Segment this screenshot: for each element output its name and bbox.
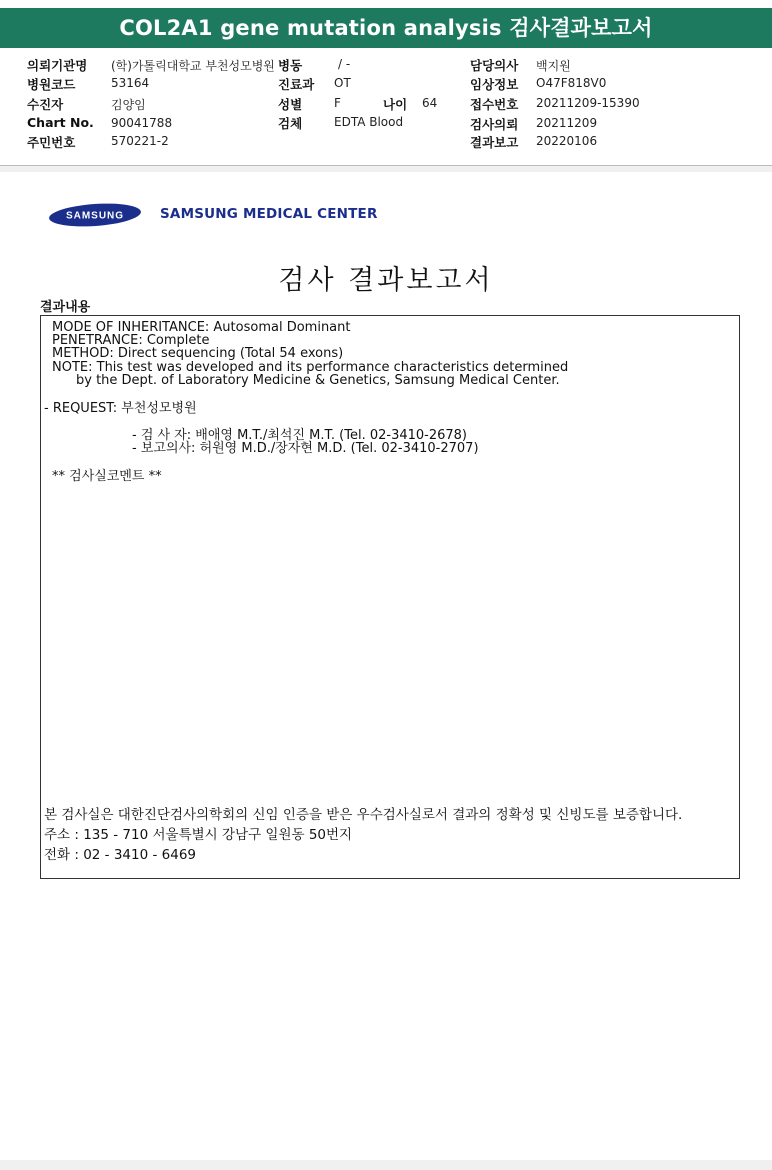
- rrn-value: 570221-2: [111, 134, 169, 148]
- institution-label: 의뢰기관명: [27, 58, 88, 73]
- result-line: MODE OF INHERITANCE: Autosomal Dominant: [52, 320, 351, 335]
- report-label: 결과보고: [470, 135, 519, 150]
- institution-value: (학)가톨릭대학교 부천성모병원: [111, 59, 275, 73]
- dept-label: 진료과: [278, 77, 315, 92]
- clinical-value: O47F818V0: [536, 76, 607, 90]
- ward-label: 병동: [278, 58, 303, 73]
- age-value: 64: [422, 96, 438, 110]
- rrn-label: 주민번호: [27, 135, 76, 150]
- samsung-logo: [48, 202, 378, 230]
- age-label: 나이: [383, 97, 408, 112]
- reporter-line: - 보고의사: 허원영 M.D./장자현 M.D. (Tel. 02-3410-2707): [132, 441, 479, 456]
- report-value: 20220106: [536, 134, 598, 148]
- phone-text: 전화 : 02 - 3410 - 6469: [44, 847, 197, 863]
- doctor-label: 담당의사: [470, 58, 519, 73]
- logo-name: SAMSUNG MEDICAL CENTER: [160, 206, 378, 222]
- patient-label: 수진자: [27, 97, 64, 112]
- sex-label: 성별: [278, 97, 303, 112]
- report-title-bar: [0, 8, 772, 48]
- dept-value: OT: [334, 76, 351, 90]
- request-label: 검사의뢰: [470, 117, 519, 132]
- examiner-line: - 검 사 자: 배애영 M.T./최석진 M.T. (Tel. 02-3410-2678): [132, 428, 467, 443]
- patient-value: 김양임: [111, 98, 146, 112]
- receipt-label: 접수번호: [470, 97, 519, 112]
- sex-value: F: [334, 96, 341, 110]
- samsung-oval-text: SAMSUNG: [65, 210, 125, 222]
- patient-info-panel: [0, 52, 772, 164]
- certification-text: 본 검사실은 대한진단검사의학회의 신임 인증을 받은 우수검사실로서 결과의 정확성 및 신빙도를 보증합니다.: [44, 807, 683, 823]
- receipt-value: 20211209-15390: [536, 96, 640, 110]
- result-line: NOTE: This test was developed and its performance characteristics determined: [52, 360, 569, 375]
- bottom-band: [0, 1160, 772, 1170]
- result-content-box: [40, 315, 740, 879]
- hospital-code-value: 53164: [111, 76, 150, 90]
- chart-value: 90041788: [111, 116, 173, 130]
- specimen-label: 검체: [278, 116, 303, 131]
- ward-value: / -: [338, 57, 351, 71]
- result-line: by the Dept. of Laboratory Medicine & Genetics, Samsung Medical Center.: [76, 373, 560, 388]
- samsung-oval-icon: [48, 202, 142, 228]
- doctor-value: 백지원: [536, 59, 571, 73]
- request-value: 20211209: [536, 116, 598, 130]
- header-shadow-band: [0, 166, 772, 172]
- lab-comment-heading: ** 검사실코멘트 **: [52, 469, 162, 484]
- specimen-value: EDTA Blood: [334, 115, 404, 129]
- chart-label: Chart No.: [27, 115, 94, 130]
- document-title: 검사 결과보고서: [278, 265, 494, 296]
- result-line: PENETRANCE: Complete: [52, 333, 210, 348]
- section-label: 결과내용: [40, 300, 91, 315]
- request-line: - REQUEST: 부천성모병원: [44, 401, 197, 416]
- address-text: 주소 : 135 - 710 서울특별시 강남구 일원동 50번지: [44, 827, 353, 843]
- clinical-label: 임상정보: [470, 77, 519, 92]
- result-line: METHOD: Direct sequencing (Total 54 exons): [52, 346, 344, 361]
- hospital-code-label: 병원코드: [27, 77, 76, 92]
- report-title: COL2A1 gene mutation analysis 검사결과보고서: [119, 16, 653, 40]
